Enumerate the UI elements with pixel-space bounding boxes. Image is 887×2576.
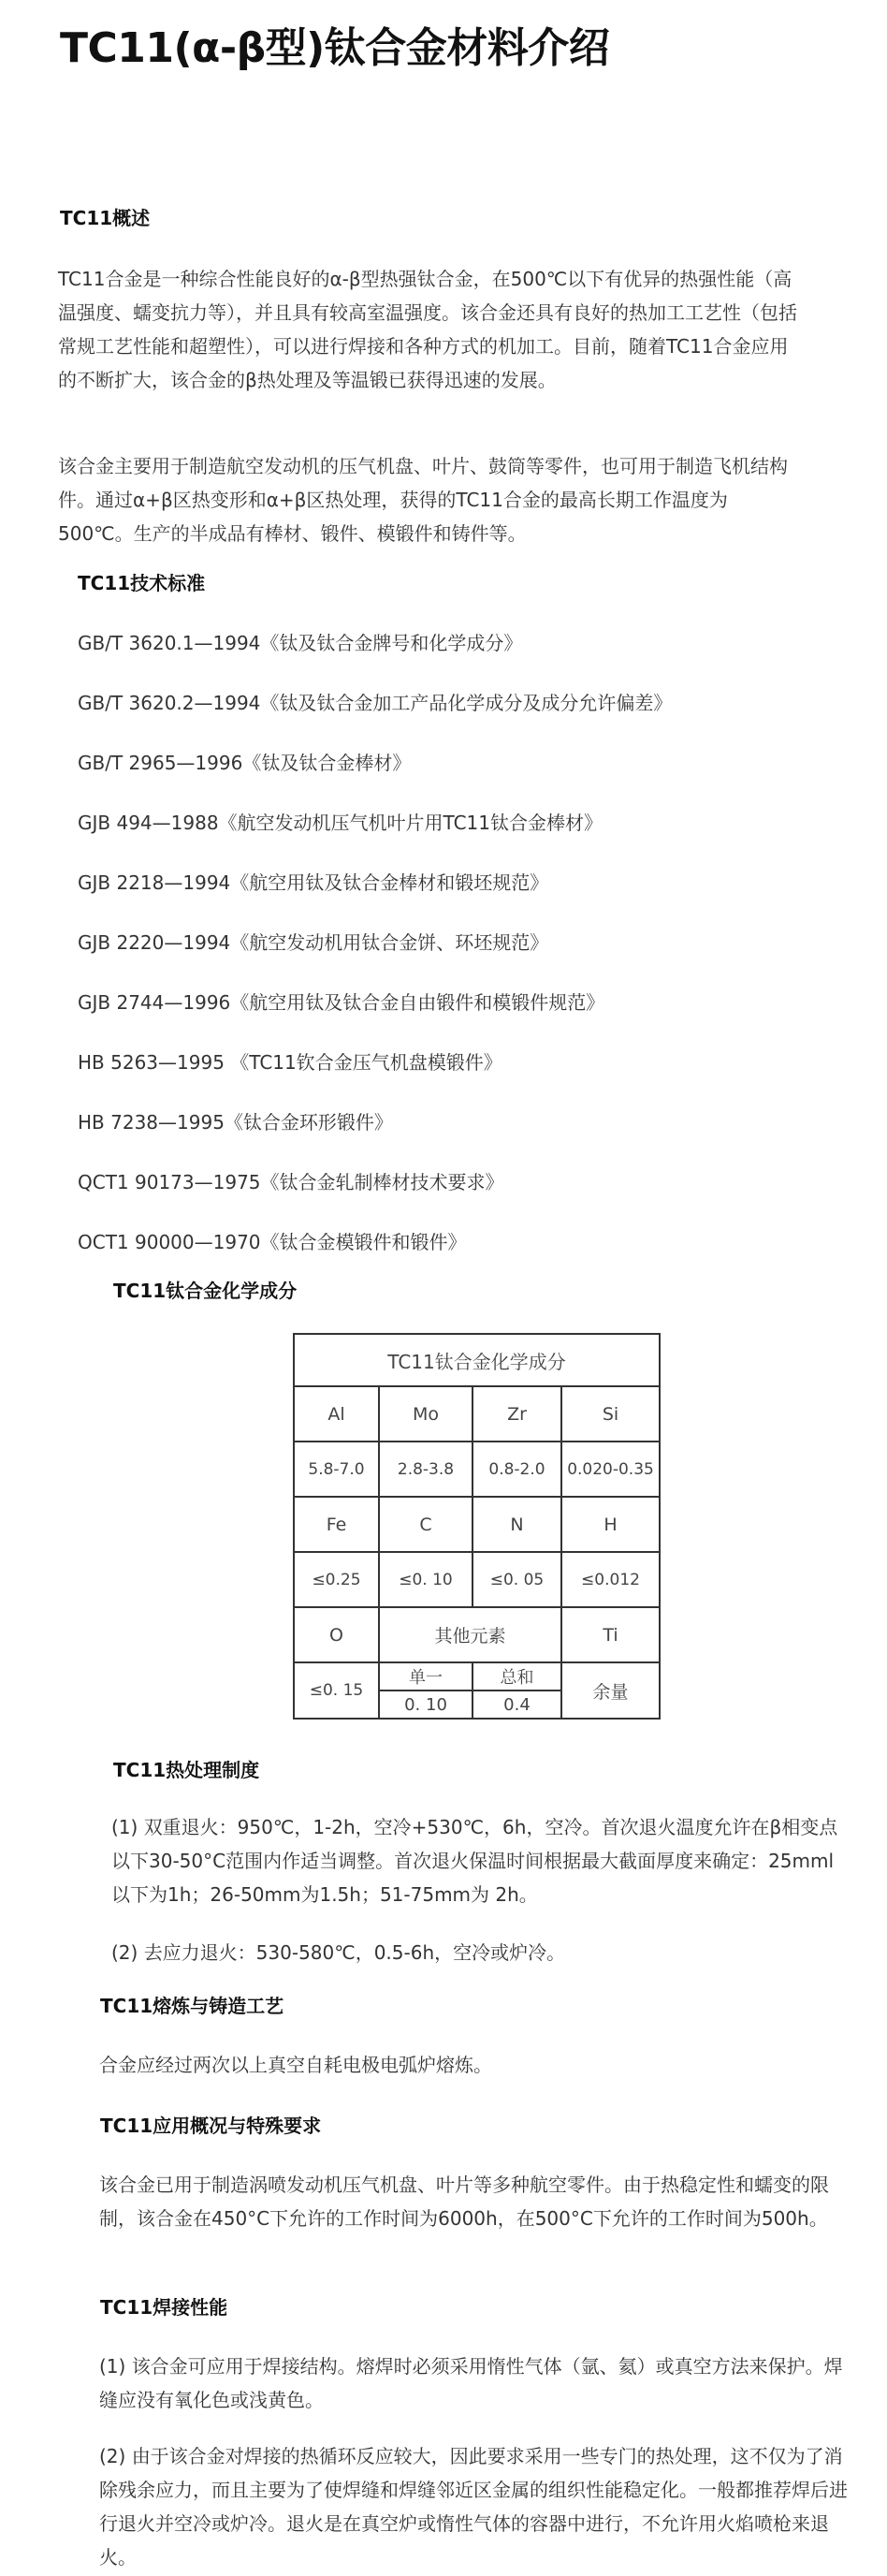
table-cell: 5.8-7.0 bbox=[294, 1442, 379, 1497]
application-paragraph: 该合金已用于制造涡喷发动机压气机盘、叶片等多种航空零件。由于热稳定性和蠕变的限制，该合金在450°C下允许的工作时间为6000h，在500°C下允许的工作时间为500h。 bbox=[99, 2174, 829, 2230]
table-cell: ≤0. 05 bbox=[473, 1552, 561, 1607]
welding-paragraph-1: (1) 该合金可应用于焊接结构。熔焊时必须采用惰性气体（氩、氦）或真空方法来保护。焊缝应没有氧化色或浅黄色。 bbox=[99, 2355, 843, 2411]
table-cell: 0. 10 bbox=[379, 1690, 473, 1719]
page-title: TC11(α-β型)钛合金材料介绍 bbox=[60, 24, 610, 72]
overview-paragraph-1: TC11合金是一种综合性能良好的α-β型热强钛合金，在500℃以下有优异的热强性能（高温强度、蠕变抗力等），并且具有较高室温强度。该合金还具有良好的热加工工艺性（包括常规工艺性能和超塑性），可以进行焊接和各种方式的机加工。目前，随着TC11合金应用的不断扩大，该合金的β热处理及等温锻已获得迅速的发展。 bbox=[58, 268, 797, 391]
standard-item: GB/T 3620.1—1994《钛及钛合金牌号和化学成分》 bbox=[78, 632, 523, 654]
table-cell: 0.8-2.0 bbox=[473, 1442, 561, 1497]
table-cell: Zr bbox=[473, 1386, 561, 1442]
table-cell: 单一 bbox=[379, 1662, 473, 1690]
heat-treatment-paragraph-2: (2) 去应力退火：530-580℃，0.5-6h，空冷或炉冷。 bbox=[111, 1941, 566, 1964]
standard-item: QCT1 90173—1975《钛合金轧制棒材技术要求》 bbox=[78, 1171, 504, 1193]
standard-item: GJB 2220—1994《航空发动机用钛合金饼、环坯规范》 bbox=[78, 931, 549, 954]
table-cell: 0.020-0.35 bbox=[561, 1442, 660, 1497]
standard-item: GJB 2744—1996《航空用钛及钛合金自由锻件和模锻件规范》 bbox=[78, 991, 605, 1014]
table-cell: N bbox=[473, 1497, 561, 1552]
table-cell: O bbox=[294, 1607, 379, 1662]
standard-item: GJB 2218—1994《航空用钛及钛合金棒材和锻坯规范》 bbox=[78, 871, 549, 894]
welding-heading: TC11焊接性能 bbox=[100, 2296, 228, 2319]
table-caption: TC11钛合金化学成分 bbox=[294, 1334, 660, 1386]
table-cell: ≤0.012 bbox=[561, 1552, 660, 1607]
table-cell: ≤0. 15 bbox=[294, 1662, 379, 1719]
standard-item: GB/T 3620.2—1994《钛及钛合金加工产品化学成分及成分允许偏差》 bbox=[78, 692, 673, 714]
table-cell: H bbox=[561, 1497, 660, 1552]
table-cell: ≤0. 10 bbox=[379, 1552, 473, 1607]
table-cell: Fe bbox=[294, 1497, 379, 1552]
heat-treatment-paragraph-1: (1) 双重退火：950℃，1-2h，空冷+530℃，6h，空冷。首次退火温度允许在β相变点以下30-50°C范围内作适当调整。首次退火保温时间根据最大截面厚度来确定：25mml以下为1h；26-50mm为1.5h；51-75mm为 2h。 bbox=[111, 1816, 838, 1906]
table-cell: Si bbox=[561, 1386, 660, 1442]
table-cell: Ti bbox=[561, 1607, 660, 1662]
table-cell: ≤0.25 bbox=[294, 1552, 379, 1607]
chemistry-heading: TC11钛合金化学成分 bbox=[113, 1280, 298, 1302]
table-cell: 余量 bbox=[561, 1662, 660, 1719]
table-cell: Mo bbox=[379, 1386, 473, 1442]
melting-heading: TC11熔炼与铸造工艺 bbox=[100, 1995, 284, 2017]
heat-treatment-heading: TC11热处理制度 bbox=[113, 1759, 260, 1781]
overview-paragraph-2: 该合金主要用于制造航空发动机的压气机盘、叶片、鼓筒等零件，也可用于制造飞机结构件。通过α+β区热变形和α+β区热处理，获得的TC11合金的最高长期工作温度为500℃。生产的半成品有棒材、锻件、模锻件和铸件等。 bbox=[58, 455, 788, 545]
welding-paragraph-2: (2) 由于该合金对焊接的热循环反应较大，因此要求采用一些专门的热处理，这不仅为了消除残余应力，而且主要为了使焊缝和焊缝邻近区金属的组织性能稳定化。一般都推荐焊后进行退火并空冷或炉冷。退火是在真空炉或惰性气体的容器中进行，不允许用火焰喷枪来退火。 bbox=[99, 2445, 848, 2569]
table-cell: 其他元素 bbox=[379, 1607, 561, 1662]
table-cell: 2.8-3.8 bbox=[379, 1442, 473, 1497]
table-cell: Al bbox=[294, 1386, 379, 1442]
chemistry-table bbox=[293, 1333, 661, 1720]
standard-item: OCT1 90000—1970《钛合金模锻件和锻件》 bbox=[78, 1231, 467, 1253]
standard-item: GJB 494—1988《航空发动机压气机叶片用TC11钛合金棒材》 bbox=[78, 812, 603, 834]
table-cell: 0.4 bbox=[473, 1690, 561, 1719]
standards-heading: TC11技术标准 bbox=[78, 572, 206, 594]
application-heading: TC11应用概况与特殊要求 bbox=[100, 2115, 322, 2137]
standard-item: HB 5263—1995 《TC11钦合金压气机盘模锻件》 bbox=[78, 1051, 502, 1074]
overview-heading: TC11概述 bbox=[60, 207, 151, 229]
melting-paragraph: 合金应经过两次以上真空自耗电极电弧炉熔炼。 bbox=[99, 2054, 492, 2076]
table-cell: C bbox=[379, 1497, 473, 1552]
table-cell: 总和 bbox=[473, 1662, 561, 1690]
standard-item: GB/T 2965—1996《钛及钛合金棒材》 bbox=[78, 752, 412, 774]
standard-item: HB 7238—1995《钛合金环形锻件》 bbox=[78, 1111, 393, 1134]
